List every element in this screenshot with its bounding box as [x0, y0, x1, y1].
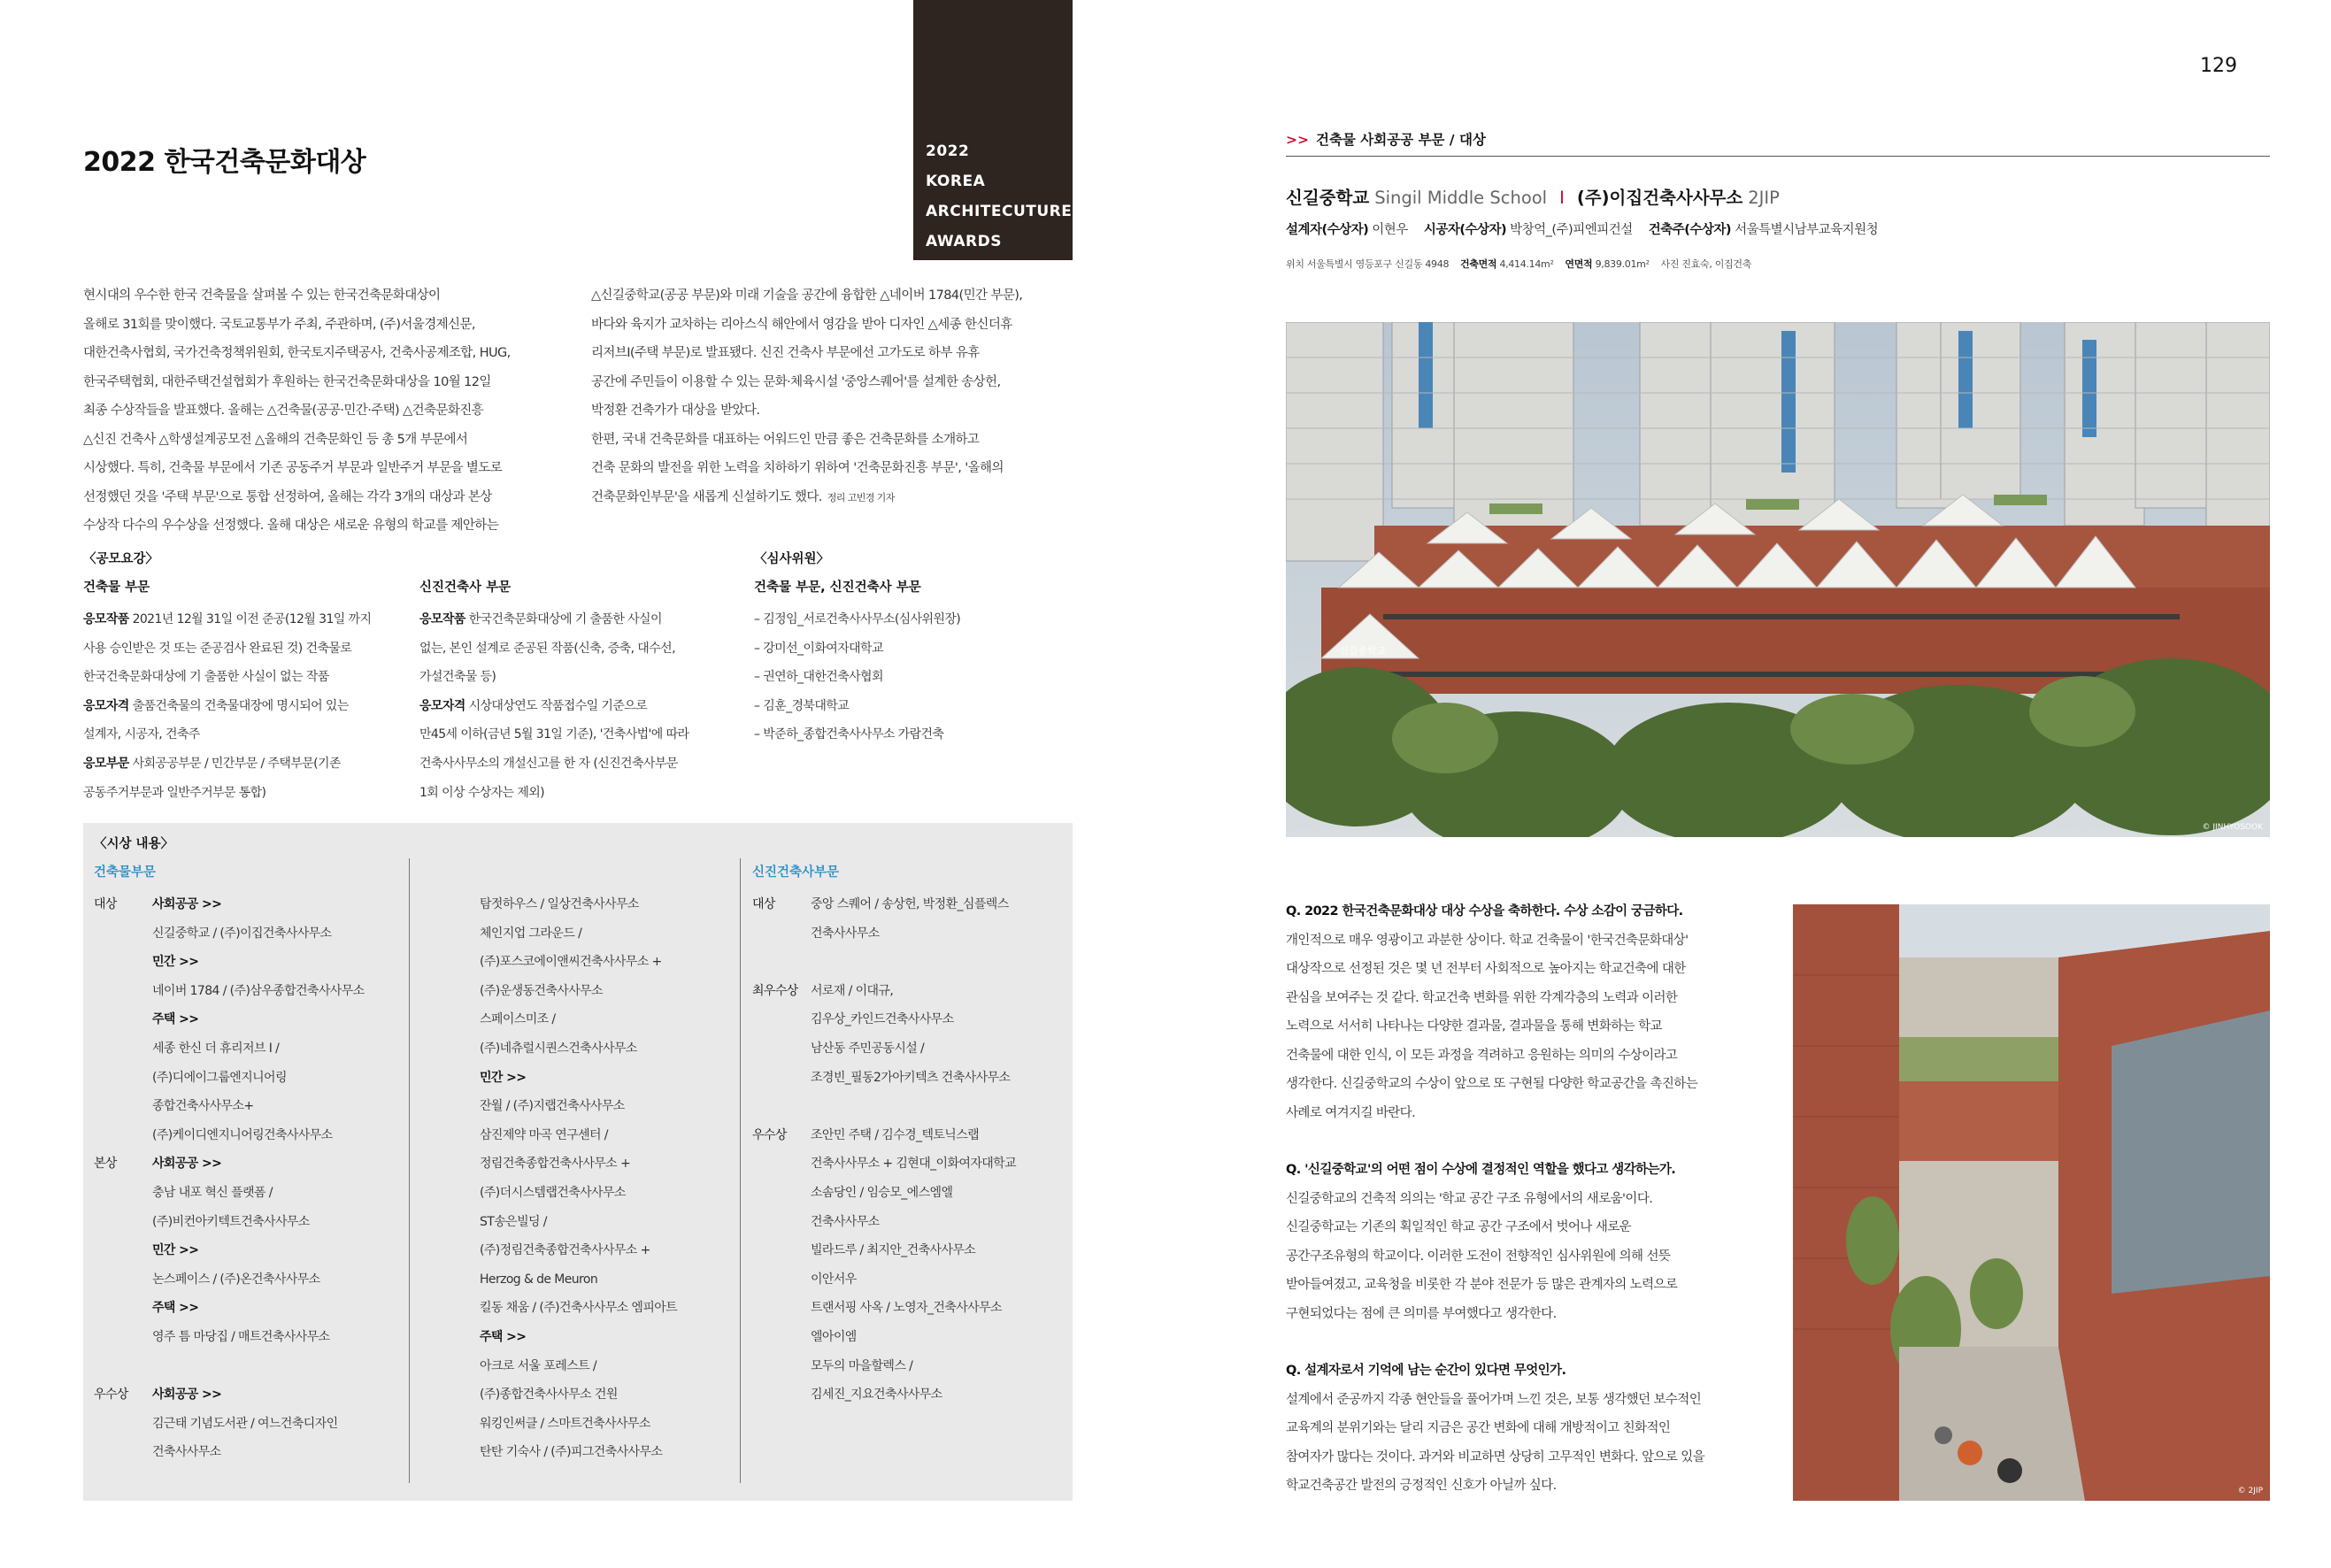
info-line: [419, 605, 747, 634]
info-value: 사회공공부문 / 민간부문 / 주택부문(기존: [132, 756, 341, 771]
info-value: 한국건축문화대상에 기 출품한 사실이: [468, 612, 662, 626]
award-label: [752, 1236, 811, 1265]
award-label: [94, 948, 152, 977]
answer-line: 학교건축공간 발전의 긍정적인 신호가 아닐까 싶다.: [1286, 1479, 1557, 1493]
question: Q. 2022 한국건축문화대상 대상 수상을 축하한다. 수상 소감이 궁금하다.: [1286, 904, 1683, 919]
award-row: [94, 1092, 404, 1121]
award-label: [94, 1438, 152, 1467]
right-page: [1166, 0, 2331, 1568]
award-row: [94, 1410, 404, 1439]
award-entry: 워킹인써클 / 스마트건축사사무소: [480, 1416, 650, 1431]
award-label: 본상: [94, 1157, 117, 1172]
info-value: 공동주거부문과 일반주거부문 통합): [83, 785, 266, 800]
award-row: [752, 919, 1071, 949]
meta-value: 서울특별시 영등포구 신길동 4948: [1306, 258, 1450, 270]
section-label: [1286, 129, 1486, 149]
award-label: [752, 1179, 811, 1208]
award-entry: 빌라드루 / 최지안_건축사사무소: [811, 1243, 976, 1258]
award-label: [94, 1092, 152, 1121]
answer-line: 관심을 보여주는 것 같다. 학교건축 변화를 위한 각계각층의 노력과 이러한: [1286, 990, 1678, 1005]
info-sub-building: 건축물 부문: [83, 580, 150, 595]
awards-column-2: [480, 890, 736, 1467]
award-row: [94, 1034, 404, 1064]
award-entry: 탄탄 기숙사 / (주)피그건축사사무소: [480, 1445, 663, 1460]
award-entry: 중앙 스퀘어 / 송상헌, 박정환_심플렉스: [811, 897, 1009, 911]
jury-member: – 강미선_이화여자대학교: [754, 641, 883, 656]
info-key: 응모자격: [419, 698, 465, 713]
info-line: [83, 749, 411, 779]
award-row: [752, 1005, 1071, 1034]
intro-line: 공간에 주민들이 이용할 수 있는 문화·체육시설 '중앙스퀘어'를 설계한 송상헌,: [591, 374, 1001, 389]
award-label: [752, 1064, 811, 1093]
info-heading: 〈공모요강〉: [83, 552, 159, 566]
meta-label: 연면적: [1565, 258, 1593, 270]
intro-line: 시상했다. 특히, 건축물 부문에서 기존 공동주거 부문과 일반주거 부문을 별도로: [83, 461, 503, 475]
award-entry: 영주 틈 마당집 / 매트건축사사무소: [152, 1329, 330, 1344]
award-label: [752, 1265, 811, 1295]
intro-column-1: [83, 281, 579, 541]
award-entry: ST송은빌딩 /: [480, 1214, 547, 1229]
award-label: [94, 1005, 152, 1034]
answer-line: 개인적으로 매우 영광이고 과분한 상이다. 학교 건축물이 '한국건축문화대상': [1286, 933, 1689, 948]
courtyard-illustration: [1793, 904, 2270, 1501]
award-row: [752, 1179, 1071, 1208]
info-value: 2021년 12월 31일 이전 준공(12월 31일 까지: [132, 612, 372, 626]
info-column-young: [419, 605, 747, 807]
award-label: [94, 1236, 152, 1265]
info-line: [83, 779, 411, 808]
page-number: 129: [2200, 55, 2237, 77]
award-row: [94, 1179, 404, 1208]
award-row: [752, 890, 1071, 919]
award-row: [94, 1323, 404, 1352]
award-entry: 민간 >>: [480, 1070, 527, 1085]
column-divider: [409, 858, 410, 1483]
award-row: [94, 890, 404, 919]
school-aerial-illustration: [1286, 322, 2270, 837]
award-entry: 김세진_지요건축사사무소: [811, 1387, 942, 1403]
award-entry: 잔월 / (주)지랩건축사사무소: [480, 1099, 625, 1114]
award-entry: Herzog & de Meuron: [480, 1272, 598, 1287]
jury-list: [754, 605, 1073, 749]
answer-line: 참여자가 많다는 것이다. 과거와 비교하면 상당히 고무적인 변화다. 앞으로 있을: [1286, 1449, 1705, 1464]
column-divider: [740, 858, 741, 1483]
answer-line: 대상작으로 선정된 것은 몇 년 전부터 사회적으로 높아지는 학교건축에 대한: [1286, 962, 1686, 976]
section-label-text: 건축물 사회공공 부문 / 대상: [1315, 132, 1486, 148]
photo-credit: © JINHYOSOOK: [2202, 823, 2263, 832]
info-line: [419, 779, 747, 808]
award-entry: 네이버 1784 / (주)삼우종합건축사사무소: [152, 983, 365, 998]
badge-line: 2022: [926, 142, 970, 160]
award-label: [752, 1294, 811, 1323]
credit-name: 서울특별시남부교육지원청: [1735, 223, 1879, 237]
award-row: [94, 1380, 404, 1410]
award-label: [94, 1323, 152, 1352]
awards-badge: [913, 0, 1073, 260]
award-entry: 사회공공 >>: [152, 1387, 222, 1403]
award-row: [752, 1236, 1071, 1265]
intro-line: 최종 수상작들을 발표했다. 올해는 △건축물(공공·민간·주택) △건축문화진흥: [83, 404, 484, 418]
award-entry: (주)종합건축사사무소 건원: [480, 1387, 618, 1403]
award-row: [94, 1265, 404, 1295]
award-label: 최우수상: [752, 983, 798, 998]
award-row: [752, 1092, 1071, 1121]
award-row: [752, 977, 1071, 1006]
award-row: [752, 1352, 1071, 1381]
question: Q. '신길중학교'의 어떤 점이 수상에 결정적인 역할을 했다고 생각하는가.: [1286, 1163, 1676, 1177]
title-separator: I: [1559, 188, 1565, 208]
award-label: 우수상: [752, 1127, 787, 1142]
award-row: [94, 1352, 404, 1381]
info-line: [419, 749, 747, 779]
info-column-building: [83, 605, 411, 807]
intro-line: 대한건축사협회, 국가건축정책위원회, 한국토지주택공사, 건축사공제조합, HUG,: [83, 346, 511, 360]
award-row: [94, 1005, 404, 1034]
category-young: 신진건축사부문: [752, 865, 840, 880]
award-entry: 주택 >>: [480, 1329, 527, 1344]
badge-line: KOREA: [926, 173, 986, 190]
award-entry: 스페이스미조 /: [480, 1012, 556, 1027]
award-entry: (주)정림건축종합건축사사무소 +: [480, 1243, 650, 1258]
award-entry: [152, 1352, 404, 1381]
office-name: (주)이집건축사사무소: [1576, 188, 1743, 208]
courtyard-photo: [1793, 904, 2270, 1501]
project-name-en: Singil Middle School: [1374, 188, 1548, 208]
award-entry: 이안서우: [811, 1272, 857, 1287]
answer-line: 설계에서 준공까지 각종 현안들을 풀어가며 느낀 것은, 보통 생각했던 보수적인: [1286, 1392, 1702, 1407]
award-entry: 모두의 마을할렉스 /: [811, 1358, 913, 1373]
award-entry: 민간 >>: [152, 1243, 199, 1258]
award-entry: (주)케이디엔지니어링건축사사무소: [152, 1127, 333, 1142]
award-row: [94, 948, 404, 977]
award-label: [752, 1352, 811, 1381]
intro-line: 리저브I(주택 부문)로 발표됐다. 신진 건축사 부문에선 고가도로 하부 유휴: [591, 346, 980, 360]
award-row: [752, 1034, 1071, 1064]
awards-column-1: [94, 890, 404, 1467]
award-entry: 소솜당인 / 임승모_에스엠엘: [811, 1185, 953, 1200]
credit-item: [1286, 223, 1408, 237]
award-entry: 건축사사무소 + 김현대_이화여자대학교: [811, 1157, 1017, 1172]
project-name: 신길중학교: [1286, 188, 1370, 208]
answer-line: 사례로 여겨지길 바란다.: [1286, 1105, 1416, 1120]
award-label: [94, 1121, 152, 1150]
award-row: [752, 1121, 1071, 1150]
qa-gap: [1286, 1328, 1771, 1357]
award-entry: (주)디에이그룹엔지니어링: [152, 1070, 287, 1085]
badge-line: ARCHITECUTURE: [926, 203, 1073, 220]
award-label: [752, 1323, 811, 1352]
award-entry: 트랜서핑 사옥 / 노영자_건축사사무소: [811, 1301, 1002, 1316]
award-row: [94, 1236, 404, 1265]
award-label: [752, 1380, 811, 1410]
info-line: [83, 634, 411, 664]
award-row: [752, 1265, 1071, 1295]
award-row: [94, 1294, 404, 1323]
answer-line: 교육계의 분위기와는 달리 지금은 공간 변화에 대해 개방적이고 친화적인: [1286, 1421, 1671, 1435]
award-row: [752, 1064, 1071, 1093]
award-entry: 김우상_카인드건축사사무소: [811, 1012, 954, 1027]
info-key: 응모부문: [83, 756, 129, 771]
award-label: [752, 1034, 811, 1064]
info-value: 사용 승인받은 것 또는 준공검사 완료된 것) 건축물로: [83, 641, 352, 656]
award-entry: 주택 >>: [152, 1012, 199, 1027]
award-row: [752, 948, 1071, 977]
school-aerial-photo: [1286, 322, 2270, 837]
meta-value: 4,414.14m²: [1499, 258, 1554, 270]
award-label: [752, 1149, 811, 1179]
jury-member: – 김정임_서로건축사사무소(심사위원장): [754, 612, 961, 626]
award-entry: 남산동 주민공동시설 /: [811, 1041, 925, 1056]
project-title: [1286, 184, 1780, 209]
awards-heading: 〈시상 내용〉: [94, 837, 174, 851]
info-key: 응모작품: [419, 612, 465, 626]
award-row: [752, 1149, 1071, 1179]
info-line: [419, 692, 747, 721]
awards-box: [83, 823, 1073, 1501]
credit-name: 박창억_(주)피엔피건설: [1510, 223, 1633, 237]
info-value: 설계자, 시공자, 건축주: [83, 727, 200, 742]
award-label: [94, 977, 152, 1006]
award-entry: 탐젓하우스 / 일상건축사사무소: [480, 897, 639, 911]
intro-line: 한편, 국내 건축문화를 대표하는 어워드인 만큼 좋은 건축문화를 소개하고: [591, 432, 980, 447]
award-entry: 삼진제약 마곡 연구센터 /: [480, 1127, 608, 1142]
answer-line: 받아들여졌고, 교육청을 비롯한 각 분야 전문가 등 많은 관계자의 노력으로: [1286, 1278, 1678, 1292]
intro-line: 현시대의 우수한 한국 건축물을 살펴볼 수 있는 한국건축문화대상이: [83, 288, 441, 303]
award-entry: 서로재 / 이대규,: [811, 983, 894, 998]
divider: [1286, 156, 2270, 157]
award-label: [752, 919, 811, 949]
info-value: 가설건축물 등): [419, 670, 496, 685]
award-row: [94, 919, 404, 949]
award-entry: 사회공공 >>: [152, 897, 222, 911]
credit-item: [1649, 223, 1878, 237]
intro-line: △신길중학교(공공 부문)와 미래 기술을 공간에 융합한 △네이버 1784(민간 부문),: [591, 288, 1023, 303]
answer-line: 신길중학교의 건축적 의의는 '학교 공간 구조 유형에서의 새로움'이다.: [1286, 1191, 1653, 1206]
info-value: 만45세 이하(금년 5월 31일 기준), '건축사법'에 따라: [419, 727, 689, 742]
photo-credit: © 2JIP: [2237, 1487, 2263, 1495]
award-entry: 논스페이스 / (주)온건축사사무소: [152, 1272, 320, 1287]
meta-value: 진효숙, 이집건축: [1681, 258, 1752, 270]
award-label: 대상: [752, 897, 775, 911]
award-entry: [811, 1092, 1071, 1121]
award-entry: 체인지업 그라운드 /: [480, 926, 582, 941]
info-line: [83, 720, 411, 749]
award-entry: 주택 >>: [152, 1301, 199, 1316]
category-building: 건축물부문: [94, 865, 157, 880]
info-key: 응모자격: [83, 698, 129, 713]
info-line: [83, 663, 411, 692]
meta-label: 사진: [1660, 258, 1680, 270]
award-label: [752, 948, 811, 977]
award-row: [94, 1208, 404, 1237]
award-entry: 세종 한신 더 휴리저브 I /: [152, 1041, 280, 1056]
intro-line: 건축 문화의 발전을 위한 노력을 치하하기 위하여 '건축문화진흥 부문', '올해의: [591, 461, 1004, 475]
award-label: [752, 1005, 811, 1034]
award-label: [94, 1179, 152, 1208]
award-entry: (주)포스코에이앤씨건축사사무소 +: [480, 955, 662, 970]
award-entry: 건축사사무소: [811, 926, 880, 941]
award-entry: 아크로 서울 포레스트 /: [480, 1358, 596, 1373]
award-label: [94, 1294, 152, 1323]
award-label: [94, 1064, 152, 1093]
intro-line: 선정했던 것을 '주택 부문'으로 통합 선정하여, 올해는 각각 3개의 대상과 본상: [83, 489, 492, 504]
info-line: [419, 634, 747, 664]
award-label: [94, 1352, 152, 1381]
answer-line: 신길중학교는 기존의 획일적인 학교 공간 구조에서 벗어나 새로운: [1286, 1220, 1632, 1234]
award-row: [94, 1149, 404, 1179]
info-line: [83, 692, 411, 721]
answer-line: 노력으로 서서히 나타나는 다양한 결과물, 결과물을 통해 변화하는 학교: [1286, 1019, 1662, 1034]
intro-line: 바다와 육지가 교차하는 리아스식 해안에서 영감을 받아 디자인 △세종 한신더휴: [591, 317, 1012, 332]
award-row: [752, 1323, 1071, 1352]
jury-sub: 건축물 부문, 신진건축사 부문: [754, 580, 921, 595]
signature: 정리 고빈경 기자: [827, 491, 895, 503]
jury-member: – 권연하_대한건축사협회: [754, 670, 883, 685]
info-value: 시상대상연도 작품접수일 기준으로: [468, 698, 648, 713]
info-value: 건축사사무소의 개설신고를 한 자 (신진건축사부문: [419, 756, 678, 771]
project-meta: [1286, 257, 1751, 271]
award-entry: 정림건축종합건축사사무소 +: [480, 1157, 631, 1172]
article-title: 2022 한국건축문화대상: [83, 147, 366, 178]
award-entry: 킬동 채움 / (주)건축사사무소 엠피아트: [480, 1301, 678, 1316]
award-row: [94, 977, 404, 1006]
award-row: [752, 1380, 1071, 1410]
award-entry: 신길중학교 / (주)이집건축사사무소: [152, 926, 332, 941]
info-value: 한국건축문화대상에 기 출품한 사실이 없는 작품: [83, 670, 329, 685]
answer-line: 구현되었다는 점에 큰 의미를 부여했다고 생각한다.: [1286, 1306, 1557, 1321]
badge-line: AWARDS: [926, 233, 1002, 250]
award-entry: 조안민 주택 / 김수경_텍토닉스랩: [811, 1127, 980, 1142]
award-entry: 김근태 기념도서관 / 여느건축디자인: [152, 1416, 338, 1431]
award-row: [752, 1294, 1071, 1323]
credit-role: 설계자(수상자): [1286, 223, 1369, 237]
award-entry: (주)더시스템랩건축사사무소: [480, 1185, 626, 1200]
info-value: 없는, 본인 설계로 준공된 작품(신축, 증축, 대수선,: [419, 641, 675, 656]
award-entry: 조경빈_필동2가아키텍츠 건축사사무소: [811, 1070, 1011, 1085]
intro-line: 한국주택협회, 대한주택건설협회가 후원하는 한국건축문화대상을 10월 12일: [83, 374, 491, 389]
award-row: [94, 1121, 404, 1150]
intro-line: 건축문화인부문'을 새롭게 신설하기도 했다. 정리 고빈경 기자: [591, 489, 895, 504]
info-line: [419, 663, 747, 692]
credit-item: [1424, 223, 1633, 237]
intro-line: 수상작 다수의 우수상을 선정했다. 올해 대상은 새로운 유형의 학교를 제안하는: [83, 519, 499, 533]
meta-label: 위치: [1286, 258, 1304, 270]
award-label: 대상: [94, 897, 117, 911]
award-entry: 엘아이엠: [811, 1329, 857, 1344]
award-entry: 사회공공 >>: [152, 1157, 222, 1172]
award-row: [94, 1438, 404, 1467]
award-label: [94, 919, 152, 949]
awards-column-3: [752, 890, 1071, 1410]
award-entry: 종합건축사사무소+: [152, 1099, 254, 1114]
intro-line: △신진 건축사 △학생설계공모전 △올해의 건축문화인 등 총 5개 부문에서: [83, 432, 468, 447]
answer-line: 공간구조유형의 학교이다. 이러한 도전이 전향적인 심사위원에 의해 선뜻: [1286, 1249, 1671, 1264]
intro-line: 올해로 31회를 맞이했다. 국토교통부가 주최, 주관하며, (주)서울경제신문,: [83, 317, 475, 332]
school-sign: 신길중학교: [1339, 645, 1387, 657]
award-label: 우수상: [94, 1387, 128, 1403]
answer-line: 건축물에 대한 인식, 이 모든 과정을 격려하고 응원하는 의미의 수상이라고: [1286, 1048, 1678, 1063]
jury-member: – 김훈_경북대학교: [754, 698, 850, 713]
credit-role: 시공자(수상자): [1423, 223, 1507, 237]
award-entry: 건축사사무소: [152, 1445, 221, 1460]
intro-column-2: [591, 281, 1076, 512]
award-entry: (주)네츄럴시퀀스건축사사무소: [480, 1041, 637, 1056]
award-entry: [811, 948, 1071, 977]
interview-qa: [1286, 897, 1771, 1501]
meta-value: 9,839.01m²: [1595, 258, 1650, 270]
info-line: [419, 720, 747, 749]
qa-gap: [1286, 1127, 1771, 1156]
info-value: 출품건축물의 건축물대장에 명시되어 있는: [132, 698, 349, 713]
office-name-en: 2JIP: [1748, 188, 1780, 208]
intro-line: 박정환 건축가가 대상을 받았다.: [591, 404, 760, 418]
section-arrow-icon: >>: [1286, 132, 1309, 148]
info-line: [83, 605, 411, 634]
meta-label: 건축면적: [1459, 258, 1497, 270]
award-entry: 민간 >>: [152, 955, 199, 970]
award-label: [752, 1092, 811, 1121]
jury-heading: 〈심사위원〉: [754, 552, 830, 566]
award-entry: (주)비컨아키텍트건축사사무소: [152, 1214, 310, 1229]
award-label: [752, 1208, 811, 1237]
award-entry: (주)운생동건축사사무소: [480, 983, 603, 998]
jury-member: – 박준하_종합건축사사무소 가람건축: [754, 727, 944, 742]
answer-line: 생각한다. 신길중학교의 수상이 앞으로 또 구현될 다양한 학교공간을 촉진하는: [1286, 1077, 1698, 1091]
award-row: [752, 1208, 1071, 1237]
award-row: [94, 1064, 404, 1093]
award-label: [94, 1265, 152, 1295]
award-label: [94, 1208, 152, 1237]
project-credits: [1286, 219, 1894, 238]
award-label: [94, 1410, 152, 1439]
award-label: [94, 1034, 152, 1064]
credit-name: 이현우: [1372, 223, 1408, 237]
award-entry: 충남 내포 혁신 플랫폼 /: [152, 1185, 273, 1200]
question: Q. 설계자로서 기억에 남는 순간이 있다면 무엇인가.: [1286, 1364, 1566, 1378]
info-key: 응모작품: [83, 612, 129, 626]
info-sub-young: 신진건축사 부문: [419, 580, 512, 595]
credit-role: 건축주(수상자): [1648, 223, 1732, 237]
info-value: 1회 이상 수상자는 제외): [419, 785, 545, 800]
award-entry: 건축사사무소: [811, 1214, 880, 1229]
